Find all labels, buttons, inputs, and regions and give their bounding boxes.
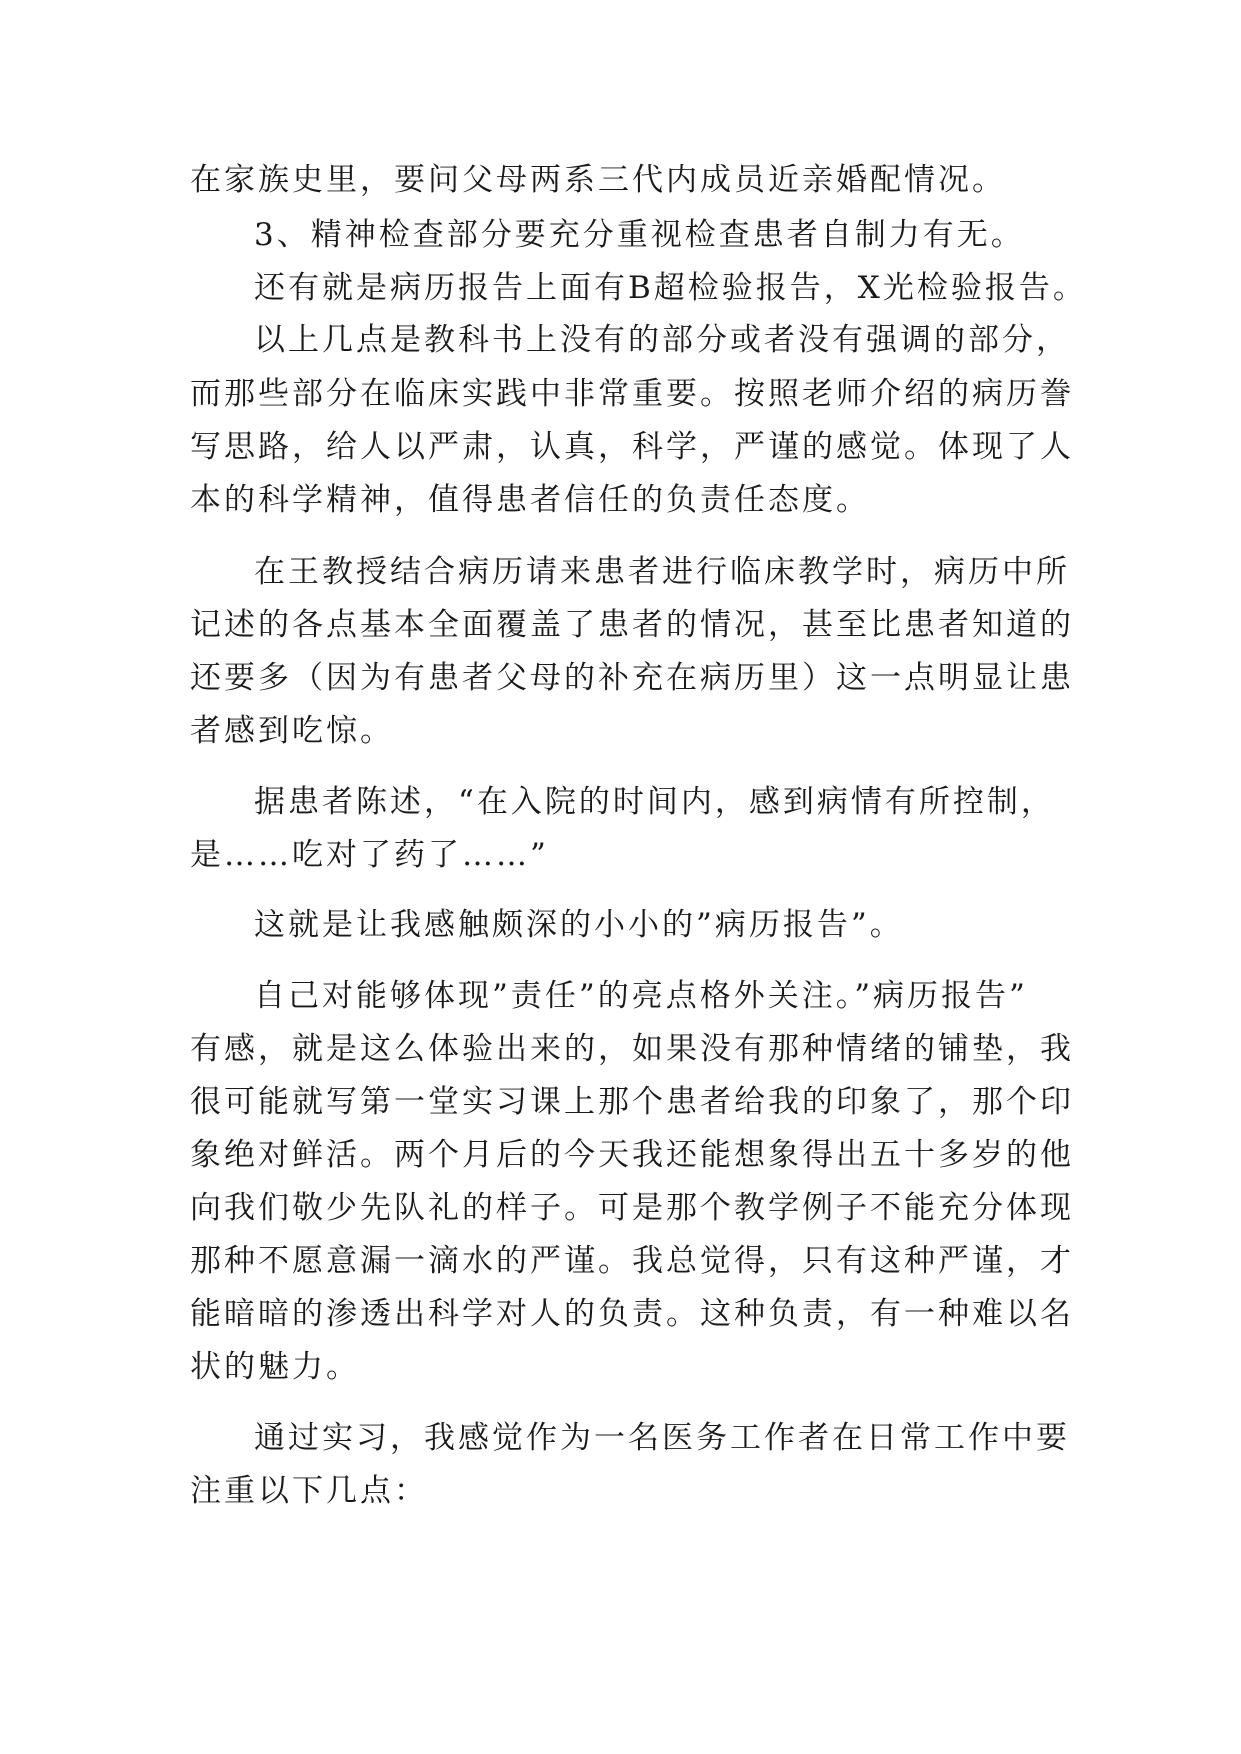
text-line: 在王教授结合病历请来患者进行临床教学时，病历中所 bbox=[254, 554, 1070, 590]
text-line: 很可能就写第一堂实习课上那个患者给我的印象了，那个印 bbox=[190, 1084, 1074, 1120]
text-line: 还有就是病历报告上面有B超检验报告，X光检验报告。 bbox=[254, 270, 1087, 306]
text-line: 还要多（因为有患者父母的补充在病历里）这一点明显让患 bbox=[190, 660, 1074, 696]
text-line: 这就是让我感触颇深的小小的”病历报告”。 bbox=[254, 907, 904, 943]
text-line: 记述的各点基本全面覆盖了患者的情况，甚至比患者知道的 bbox=[190, 607, 1074, 643]
text-line: 写思路，给人以严肃，认真，科学，严谨的感觉。体现了人 bbox=[190, 429, 1074, 465]
text-line: 象绝对鲜活。两个月后的今天我还能想象得出五十多岁的他 bbox=[190, 1137, 1074, 1173]
text-line: 能暗暗的渗透出科学对人的负责。这种负责，有一种难以名 bbox=[190, 1296, 1074, 1332]
text-line: 以上几点是教科书上没有的部分或者没有强调的部分， bbox=[254, 322, 1070, 358]
text-line: 向我们敬少先队礼的样子。可是那个教学例子不能充分体现 bbox=[190, 1190, 1074, 1226]
text-line: 通过实习，我感觉作为一名医务工作者在日常工作中要 bbox=[254, 1420, 1070, 1456]
text-line: 3、精神检查部分要充分重视检查患者自制力有无。 bbox=[254, 217, 1025, 253]
text-line: 者感到吃惊。 bbox=[190, 713, 394, 749]
text-line: 据患者陈述，“在入院的时间内，感到病情有所控制， bbox=[254, 784, 1055, 820]
text-line: 在家族史里，要问父母两系三代内成员近亲婚配情况。 bbox=[190, 162, 1006, 198]
text-line: 有感，就是这么体验出来的，如果没有那种情绪的铺垫，我 bbox=[190, 1031, 1074, 1067]
text-line: 是……吃对了药了……” bbox=[190, 837, 549, 873]
text-line: 那种不愿意漏一滴水的严谨。我总觉得，只有这种严谨，才 bbox=[190, 1243, 1074, 1279]
text-line: 本的科学精神，值得患者信任的负责任态度。 bbox=[190, 482, 870, 518]
text-line: 自己对能够体现”责任”的亮点格外关注。”病历报告” bbox=[254, 978, 1028, 1014]
text-line: 注重以下几点： bbox=[190, 1473, 428, 1509]
text-line: 状的魅力。 bbox=[190, 1349, 360, 1385]
text-line: 而那些部分在临床实践中非常重要。按照老师介绍的病历誊 bbox=[190, 376, 1074, 412]
